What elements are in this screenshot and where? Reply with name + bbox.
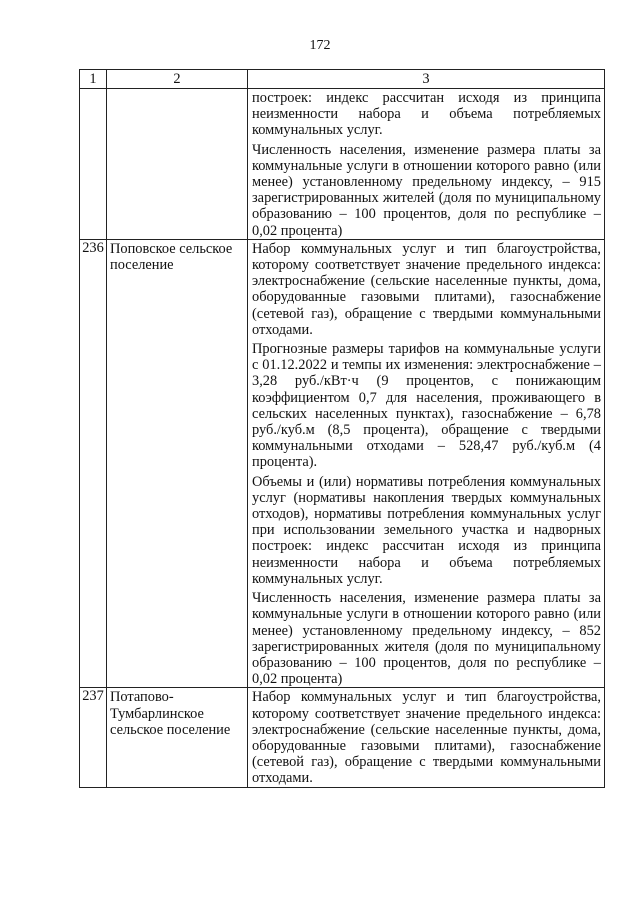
description-cell [248,688,605,787]
row-number [80,89,107,240]
row-number: 237 [80,688,107,787]
paragraph: Объемы и (или) нормативы потребления коммунальных услуг (нормативы накопления твердых коммунальных отходов), нормативы потребления коммунальных услуг при использовании земельного участка и надворных построек: индекс рассчитан исходя из принципа неизменности набора и объема потребляемых коммунальных услуг. [252,473,601,587]
paragraph: Набор коммунальных услуг и тип благоустройства, которому соответствует значение предельного индекса: электроснабжение (сельские населенные пункты, дома, оборудованные газовыми плитами), газоснабжение (сетевой газ), обращение с твердыми коммунальными отходами. [252,689,601,787]
paragraph: Численность населения, изменение размера платы за коммунальные услуги в отношении которого равно (или менее) установленному предельному индексу, – 915 зарегистрированных жителей (доля по муниципальному образованию – 100 процентов, доля по республике – 0,02 процента) [252,141,601,239]
page-number: 172 [309,38,331,53]
settlement-name [107,89,248,240]
settlement-name: Поповское сельское поселение [107,239,248,687]
paragraph: построек: индекс рассчитан исходя из принципа неизменности набора и объема потребляемых коммунальных услуг. [252,90,601,139]
paragraph: Численность населения, изменение размера платы за коммунальные услуги в отношении которого равно (или менее) установленному предельному индексу, – 852 зарегистрированных жителя (доля по муниципальному образованию – 100 процентов, доля по республике – 0,02 процента) [252,590,601,688]
table-row [80,688,605,787]
table-header-row [80,70,605,89]
description-cell [248,239,605,687]
description-cell [248,89,605,240]
table-row [80,239,605,687]
paragraph: Набор коммунальных услуг и тип благоустройства, которому соответствует значение предельного индекса: электроснабжение (сельские населенные пункты, дома, оборудованные газовыми плитами), газоснабжение (сетевой газ), обращение с твердыми коммунальными отходами. [252,240,601,338]
column-header-name: 2 [107,70,248,89]
table-row [80,89,605,240]
tariff-table [79,69,605,788]
row-number: 236 [80,239,107,687]
column-header-description: 3 [248,70,605,89]
paragraph: Прогнозные размеры тарифов на коммунальные услуги с 01.12.2022 и темпы их изменения: электроснабжение – 3,28 руб./кВт·ч (9 процентов, с понижающим коэффициентом 0,7 для населения, проживающего в сельских населенных пунктах), газоснабжение – 6,78 руб./куб.м (8,5 процента), обращение с твердыми коммунальными отходами – 528,47 руб./куб.м (4 процента). [252,341,601,471]
column-header-number: 1 [80,70,107,89]
settlement-name: Потапово-Тумбарлинское сельское поселение [107,688,248,787]
